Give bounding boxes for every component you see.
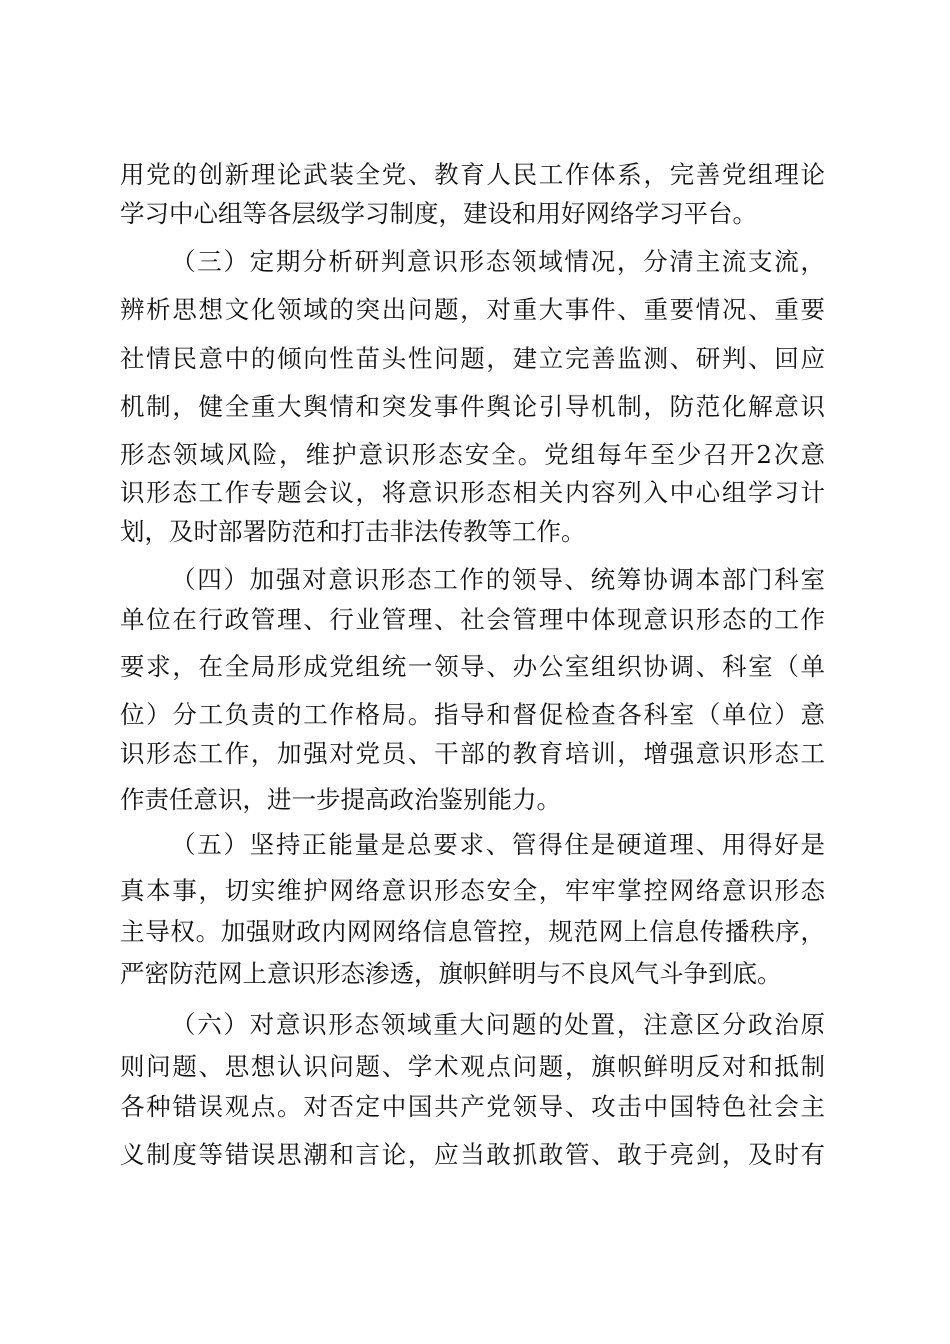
text-line: 单位在行政管理、行业管理、社会管理中体现意识形态的工作 xyxy=(120,605,825,634)
paragraph-6-heading-line: （六）对意识形态领域重大问题的处置，注意区分政治原 xyxy=(171,1010,825,1039)
text-line: 划，及时部署防范和打击非法传教等工作。 xyxy=(120,517,586,546)
text-line: 识形态工作，加强对党员、干部的教育培训，增强意识形态工 xyxy=(120,739,825,768)
text-line: 各种错误观点。对否定中国共产党领导、攻击中国特色社会主 xyxy=(120,1092,825,1121)
text-line: 义制度等错误思潮和言论，应当敢抓敢管、敢于亮剑，及时有 xyxy=(120,1140,825,1169)
paragraph-4-heading-line: （四）加强对意识形态工作的领导、统筹协调本部门科室 xyxy=(171,565,825,594)
text-line: 真本事，切实维护网络意识形态安全，牢牢掌控网络意识形态 xyxy=(120,876,825,905)
text-line: 主导权。加强财政内网网络信息管控，规范网上信息传播秩序， xyxy=(120,917,825,946)
text-line: 则问题、思想认识问题、学术观点问题，旗帜鲜明反对和抵制 xyxy=(120,1052,825,1081)
paragraph-5-heading-line: （五）坚持正能量是总要求、管得住是硬道理、用得好是 xyxy=(171,830,825,859)
text-line: 识形态工作专题会议，将意识形态相关内容列入中心组学习计 xyxy=(120,478,825,507)
text-line: 学习中心组等各层级学习制度，建设和用好网络学习平台。 xyxy=(120,199,757,228)
text-line: 形态领域风险，维护意识形态安全。党组每年至少召开2次意 xyxy=(120,440,825,469)
text-line: 社情民意中的倾向性苗头性问题，建立完善监测、研判、回应 xyxy=(120,344,825,373)
text-line: 用党的创新理论武装全党、教育人民工作体系，完善党组理论 xyxy=(120,160,825,189)
paragraph-3-heading-line: （三）定期分析研判意识形态领域情况，分清主流支流， xyxy=(171,247,825,276)
text-line: 要求，在全局形成党组统一领导、办公室组织协调、科室（单 xyxy=(120,652,825,681)
text-line: 严密防范网上意识形态渗透，旗帜鲜明与不良风气斗争到底。 xyxy=(120,959,782,988)
text-line: 辨析思想文化领域的突出问题，对重大事件、重要情况、重要 xyxy=(120,295,825,324)
text-line: 作责任意识，进一步提高政治鉴别能力。 xyxy=(120,785,561,814)
text-line: 机制，健全重大舆情和突发事件舆论引导机制，防范化解意识 xyxy=(120,392,825,421)
text-line: 位）分工负责的工作格局。指导和督促检查各科室（单位）意 xyxy=(120,700,825,729)
